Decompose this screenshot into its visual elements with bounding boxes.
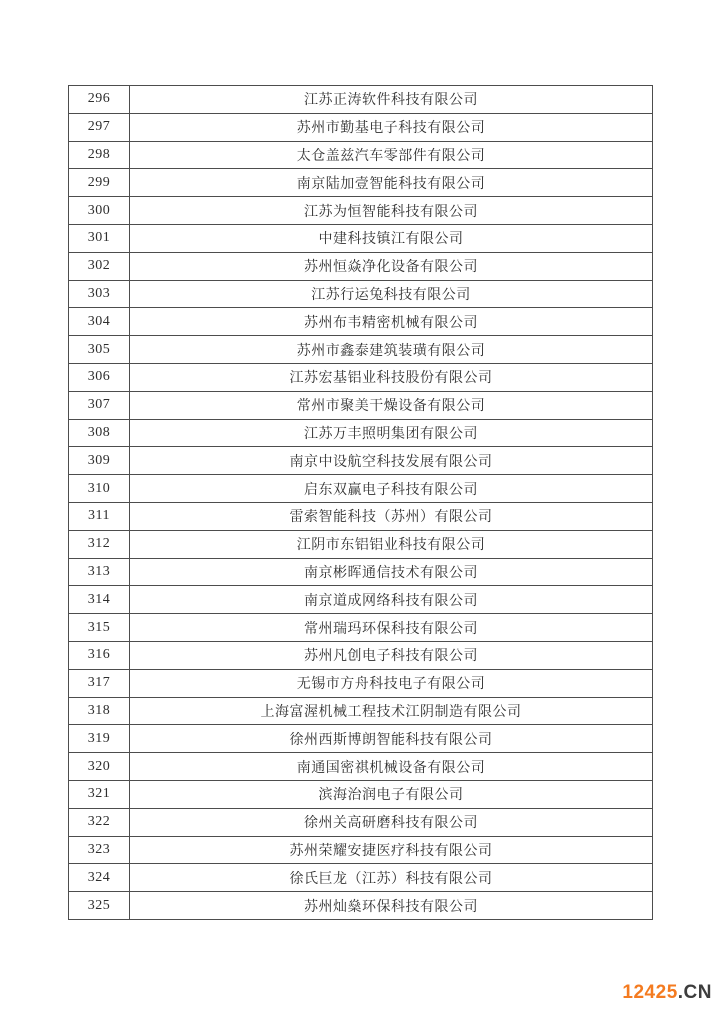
company-name-cell: 苏州布韦精密机械有限公司 <box>130 308 653 336</box>
table-row <box>69 391 653 419</box>
company-name-cell: 南京陆加壹智能科技有限公司 <box>130 169 653 197</box>
row-number-cell: 314 <box>69 586 130 614</box>
row-number-cell: 302 <box>69 252 130 280</box>
row-number-cell: 307 <box>69 391 130 419</box>
row-number-cell: 300 <box>69 197 130 225</box>
row-number-cell: 311 <box>69 502 130 530</box>
table-row <box>69 419 653 447</box>
row-number-cell: 324 <box>69 864 130 892</box>
table-row <box>69 447 653 475</box>
company-name-cell: 苏州荣耀安捷医疗科技有限公司 <box>130 836 653 864</box>
watermark-number: 12425 <box>622 982 678 1003</box>
company-name-cell: 江苏为恒智能科技有限公司 <box>130 197 653 225</box>
table-row <box>69 697 653 725</box>
row-number-cell: 322 <box>69 808 130 836</box>
company-name-cell: 徐氏巨龙（江苏）科技有限公司 <box>130 864 653 892</box>
company-name-cell: 苏州市勤基电子科技有限公司 <box>130 113 653 141</box>
table-row <box>69 141 653 169</box>
table-row <box>69 864 653 892</box>
table-row <box>69 224 653 252</box>
company-name-cell: 雷索智能科技（苏州）有限公司 <box>130 502 653 530</box>
table-row <box>69 614 653 642</box>
company-name-cell: 苏州灿燊环保科技有限公司 <box>130 892 653 920</box>
table-row <box>69 197 653 225</box>
company-name-cell: 苏州恒焱净化设备有限公司 <box>130 252 653 280</box>
company-name-cell: 江苏正涛软件科技有限公司 <box>130 86 653 114</box>
table-row <box>69 641 653 669</box>
company-name-cell: 常州市聚美干燥设备有限公司 <box>130 391 653 419</box>
row-number-cell: 323 <box>69 836 130 864</box>
company-name-cell: 上海富渥机械工程技术江阴制造有限公司 <box>130 697 653 725</box>
company-name-cell: 太仓盖兹汽车零部件有限公司 <box>130 141 653 169</box>
table-row <box>69 558 653 586</box>
table-row <box>69 308 653 336</box>
table-row <box>69 336 653 364</box>
row-number-cell: 305 <box>69 336 130 364</box>
row-number-cell: 310 <box>69 475 130 503</box>
watermark <box>622 982 712 1004</box>
table-row <box>69 808 653 836</box>
table-row <box>69 363 653 391</box>
company-name-cell: 滨海治润电子有限公司 <box>130 780 653 808</box>
company-name-cell: 无锡市方舟科技电子有限公司 <box>130 669 653 697</box>
row-number-cell: 320 <box>69 753 130 781</box>
table-row <box>69 753 653 781</box>
row-number-cell: 318 <box>69 697 130 725</box>
row-number-cell: 321 <box>69 780 130 808</box>
row-number-cell: 315 <box>69 614 130 642</box>
row-number-cell: 301 <box>69 224 130 252</box>
row-number-cell: 316 <box>69 641 130 669</box>
company-name-cell: 中建科技镇江有限公司 <box>130 224 653 252</box>
company-name-cell: 南京道成网络科技有限公司 <box>130 586 653 614</box>
row-number-cell: 319 <box>69 725 130 753</box>
table-row <box>69 530 653 558</box>
row-number-cell: 304 <box>69 308 130 336</box>
table-row <box>69 502 653 530</box>
company-name-cell: 江阴市东铝铝业科技有限公司 <box>130 530 653 558</box>
row-number-cell: 325 <box>69 892 130 920</box>
company-table-body <box>69 86 653 920</box>
company-list-table <box>68 85 653 920</box>
row-number-cell: 306 <box>69 363 130 391</box>
company-name-cell: 江苏万丰照明集团有限公司 <box>130 419 653 447</box>
company-name-cell: 南京中设航空科技发展有限公司 <box>130 447 653 475</box>
row-number-cell: 313 <box>69 558 130 586</box>
table-row <box>69 669 653 697</box>
row-number-cell: 298 <box>69 141 130 169</box>
table-row <box>69 892 653 920</box>
table-row <box>69 586 653 614</box>
table-row <box>69 169 653 197</box>
table-row <box>69 113 653 141</box>
table-row <box>69 475 653 503</box>
table-row <box>69 780 653 808</box>
row-number-cell: 296 <box>69 86 130 114</box>
table-row <box>69 252 653 280</box>
company-name-cell: 南京彬晖通信技术有限公司 <box>130 558 653 586</box>
row-number-cell: 309 <box>69 447 130 475</box>
company-name-cell: 江苏宏基铝业科技股份有限公司 <box>130 363 653 391</box>
row-number-cell: 303 <box>69 280 130 308</box>
watermark-domain: .CN <box>677 982 712 1003</box>
company-name-cell: 苏州市鑫泰建筑装璜有限公司 <box>130 336 653 364</box>
table-row <box>69 725 653 753</box>
row-number-cell: 297 <box>69 113 130 141</box>
company-name-cell: 南通国密祺机械设备有限公司 <box>130 753 653 781</box>
table-row <box>69 86 653 114</box>
company-name-cell: 常州瑞玛环保科技有限公司 <box>130 614 653 642</box>
row-number-cell: 312 <box>69 530 130 558</box>
company-name-cell: 徐州西斯博朗智能科技有限公司 <box>130 725 653 753</box>
row-number-cell: 308 <box>69 419 130 447</box>
company-name-cell: 苏州凡创电子科技有限公司 <box>130 641 653 669</box>
table-row <box>69 836 653 864</box>
row-number-cell: 317 <box>69 669 130 697</box>
company-name-cell: 江苏行运兔科技有限公司 <box>130 280 653 308</box>
company-name-cell: 启东双赢电子科技有限公司 <box>130 475 653 503</box>
company-name-cell: 徐州关高研磨科技有限公司 <box>130 808 653 836</box>
table-row <box>69 280 653 308</box>
row-number-cell: 299 <box>69 169 130 197</box>
